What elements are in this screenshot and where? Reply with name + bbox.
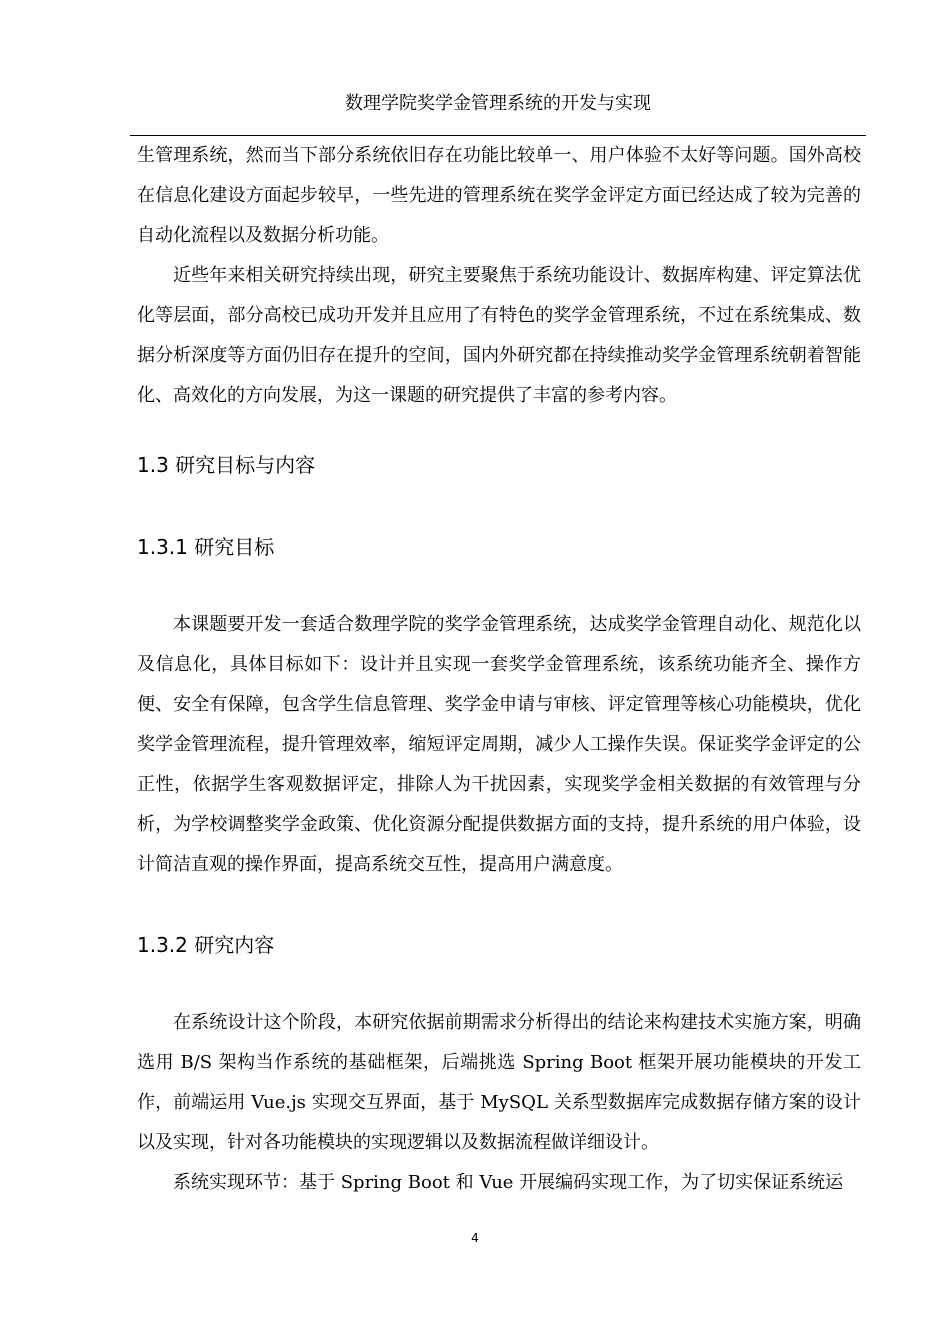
section-heading-1-3-2: 1.3.2 研究内容 <box>137 933 275 957</box>
paragraph-research-trends: 近些年来相关研究持续出现，研究主要聚焦于系统功能设计、数据库构建、评定算法优化等层面，部分高校已成功开发并且应用了有特色的奖学金管理系统，不过在系统集成、数据分析深度等方面仍旧存在提升的空间，国内外研究都在持续推动奖学金管理系统朝着智能化、高效化的方向发展，为这一课题的研究提供了丰富的参考内容。 <box>137 265 861 406</box>
paragraph-system-implementation: 系统实现环节：基于 Spring Boot 和 Vue 开展编码实现工作，为了切实保证系统运 <box>173 1172 844 1193</box>
section-heading-1-3: 1.3 研究目标与内容 <box>137 453 316 477</box>
page-number: 4 <box>471 1231 479 1245</box>
page-body <box>137 136 861 1203</box>
paragraph-continued: 生管理系统，然而当下部分系统依旧存在功能比较单一、用户体验不太好等问题。国外高校在信息化建设方面起步较早，一些先进的管理系统在奖学金评定方面已经达成了较为完善的自动化流程以及数据分析功能。 <box>137 145 861 246</box>
section-heading-1-3-1: 1.3.1 研究目标 <box>137 535 275 559</box>
running-header: 数理学院奖学金管理系统的开发与实现 <box>345 93 651 114</box>
paragraph-research-goal: 本课题要开发一套适合数理学院的奖学金管理系统，达成奖学金管理自动化、规范化以及信息化，具体目标如下：设计并且实现一套奖学金管理系统，该系统功能齐全、操作方便、安全有保障，包含学生信息管理、奖学金申请与审核、评定管理等核心功能模块，优化奖学金管理流程，提升管理效率，缩短评定周期，减少人工操作失误。保证奖学金评定的公正性，依据学生客观数据评定，排除人为干扰因素，实现奖学金相关数据的有效管理与分析，为学校调整奖学金政策、优化资源分配提供数据方面的支持，提升系统的用户体验，设计简洁直观的操作界面，提高系统交互性，提高用户满意度。 <box>137 614 861 875</box>
paragraph-system-design: 在系统设计这个阶段，本研究依据前期需求分析得出的结论来构建技术实施方案，明确选用 B/S 架构当作系统的基础框架，后端挑选 Spring Boot 框架开展功能模块的开发工作，前端运用 Vue.js 实现交互界面，基于 MySQL 关系型数据库完成数据存储方案的设计以及实现，针对各功能模块的实现逻辑以及数据流程做详细设计。 <box>137 1012 861 1153</box>
